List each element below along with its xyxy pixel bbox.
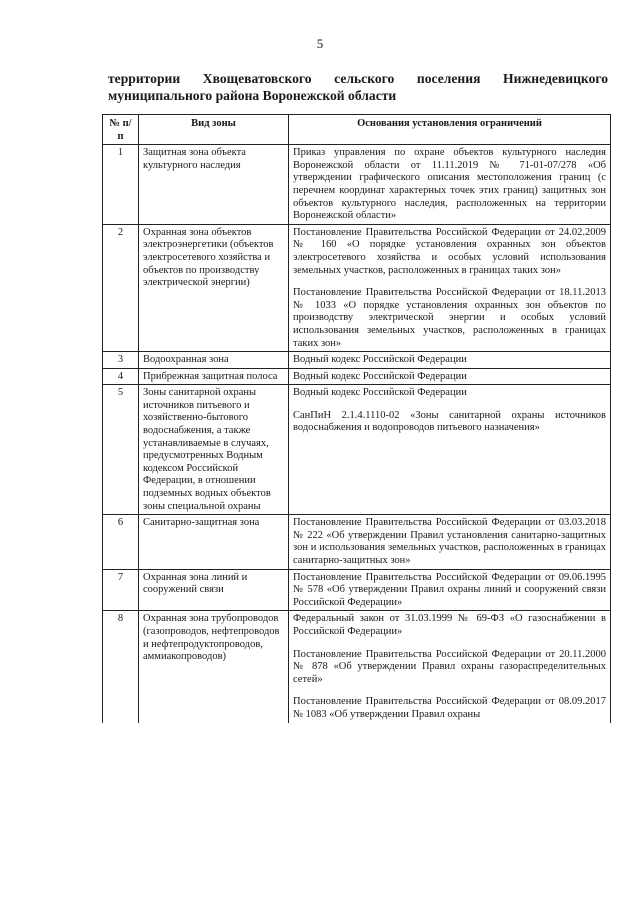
table-row xyxy=(103,515,611,569)
row-number: 2 xyxy=(103,224,139,351)
zone-type: Водоохранная зона xyxy=(139,352,289,369)
zone-type: Санитарно-защитная зона xyxy=(139,515,289,569)
heading-line-1: территории Хвощеватовского сельского поселения Нижнедевицкого xyxy=(108,71,608,86)
basis-paragraph: Постановление Правительства Российской Федерации от 03.03.2018 № 222 «Об утверждении Правил установления санитарно-защитных зон и использования земельных участков, расположенных в границах санитарно-защитных зон» xyxy=(293,517,606,566)
zone-type: Охранная зона линий и сооружений связи xyxy=(139,569,289,611)
restriction-basis xyxy=(289,569,611,611)
basis-paragraph: Постановление Правительства Российской Федерации от 08.09.2017 № 1083 «Об утверждении Правил охраны xyxy=(293,696,606,720)
row-number: 4 xyxy=(103,368,139,385)
table-row xyxy=(103,224,611,351)
table-body xyxy=(103,145,611,723)
row-number: 8 xyxy=(103,611,139,723)
basis-paragraph: Постановление Правительства Российской Федерации от 09.06.1995 № 578 «Об утверждении Правил охраны линий и сооружений связи Российской Федерации» xyxy=(293,571,606,608)
zone-type: Прибрежная защитная полоса xyxy=(139,368,289,385)
row-number: 3 xyxy=(103,352,139,369)
basis-paragraph: Водный кодекс Российской Федерации xyxy=(293,354,467,366)
restriction-basis xyxy=(289,385,611,515)
restriction-basis xyxy=(289,368,611,385)
basis-paragraph: Водный кодекс Российской Федерации xyxy=(293,387,467,399)
document-heading xyxy=(108,70,608,104)
table-row xyxy=(103,352,611,369)
table-row xyxy=(103,611,611,723)
table-row xyxy=(103,385,611,515)
restriction-basis xyxy=(289,145,611,225)
row-number: 5 xyxy=(103,385,139,515)
zone-type: Охранная зона трубопроводов (газопроводов, нефтепроводов и нефтепродуктопроводов, аммиакопроводов) xyxy=(139,611,289,723)
header-zone-type: Вид зоны xyxy=(139,115,289,145)
restriction-basis xyxy=(289,352,611,369)
table-header-row xyxy=(103,115,611,145)
restriction-zones-table xyxy=(102,114,611,723)
header-num: № п/п xyxy=(103,115,139,145)
basis-paragraph: Приказ управления по охране объектов культурного наследия Воронежской области от 11.11.2019 № 71-01-07/278 «Об утверждении графического описания местоположения границ (с перечнем координат характерных точек этих границ) защитных зон объектов культурного наследия, расположенных на территории Воронежской области» xyxy=(293,147,606,222)
basis-paragraph: Постановление Правительства Российской Федерации от 18.11.2013 № 1033 «О порядке установления охранных зон объектов по производству электрической энергии и особых условий использования земельных участков, расположенных в границах таких зон» xyxy=(293,287,606,349)
basis-paragraph: Постановление Правительства Российской Федерации от 20.11.2000 № 878 «Об утверждении Правил охраны газораспределительных сетей» xyxy=(293,648,606,685)
table-row xyxy=(103,145,611,225)
heading-line-2: муниципального района Воронежской области xyxy=(108,88,397,103)
table-row xyxy=(103,569,611,611)
zone-type: Охранная зона объектов электроэнергетики (объектов электросетевого хозяйства и объектов по производству электрической энергии) xyxy=(139,224,289,351)
row-number: 1 xyxy=(103,145,139,225)
restriction-basis xyxy=(289,224,611,351)
basis-paragraph: Постановление Правительства Российской Федерации от 24.02.2009 № 160 «О порядке установления охранных зон объектов электросетевого хозяйства и особых условий использования земельных участков, расположенных в границах таких зон» xyxy=(293,226,606,276)
table-row xyxy=(103,368,611,385)
basis-paragraph: СанПиН 2.1.4.1110-02 «Зоны санитарной охраны источников водоснабжения и водопроводов питьевого назначения» xyxy=(293,409,606,434)
row-number: 7 xyxy=(103,569,139,611)
restriction-basis xyxy=(289,515,611,569)
row-number: 6 xyxy=(103,515,139,569)
basis-paragraph: Водный кодекс Российской Федерации xyxy=(293,370,467,382)
zone-type: Защитная зона объекта культурного наследия xyxy=(139,145,289,225)
basis-paragraph: Федеральный закон от 31.03.1999 № 69-ФЗ «О газоснабжении в Российской Федерации» xyxy=(293,613,606,637)
header-basis: Основания установления ограничений xyxy=(289,115,611,145)
page-number: 5 xyxy=(316,36,324,51)
zone-type: Зоны санитарной охраны источников питьевого и хозяйственно-бытового водоснабжения, а также устанавливаемые в случаях, предусмотренных Водным кодексом Российской Федерации, в отношении подземных водных объектов зоны специальной охраны xyxy=(139,385,289,515)
restriction-basis xyxy=(289,611,611,723)
